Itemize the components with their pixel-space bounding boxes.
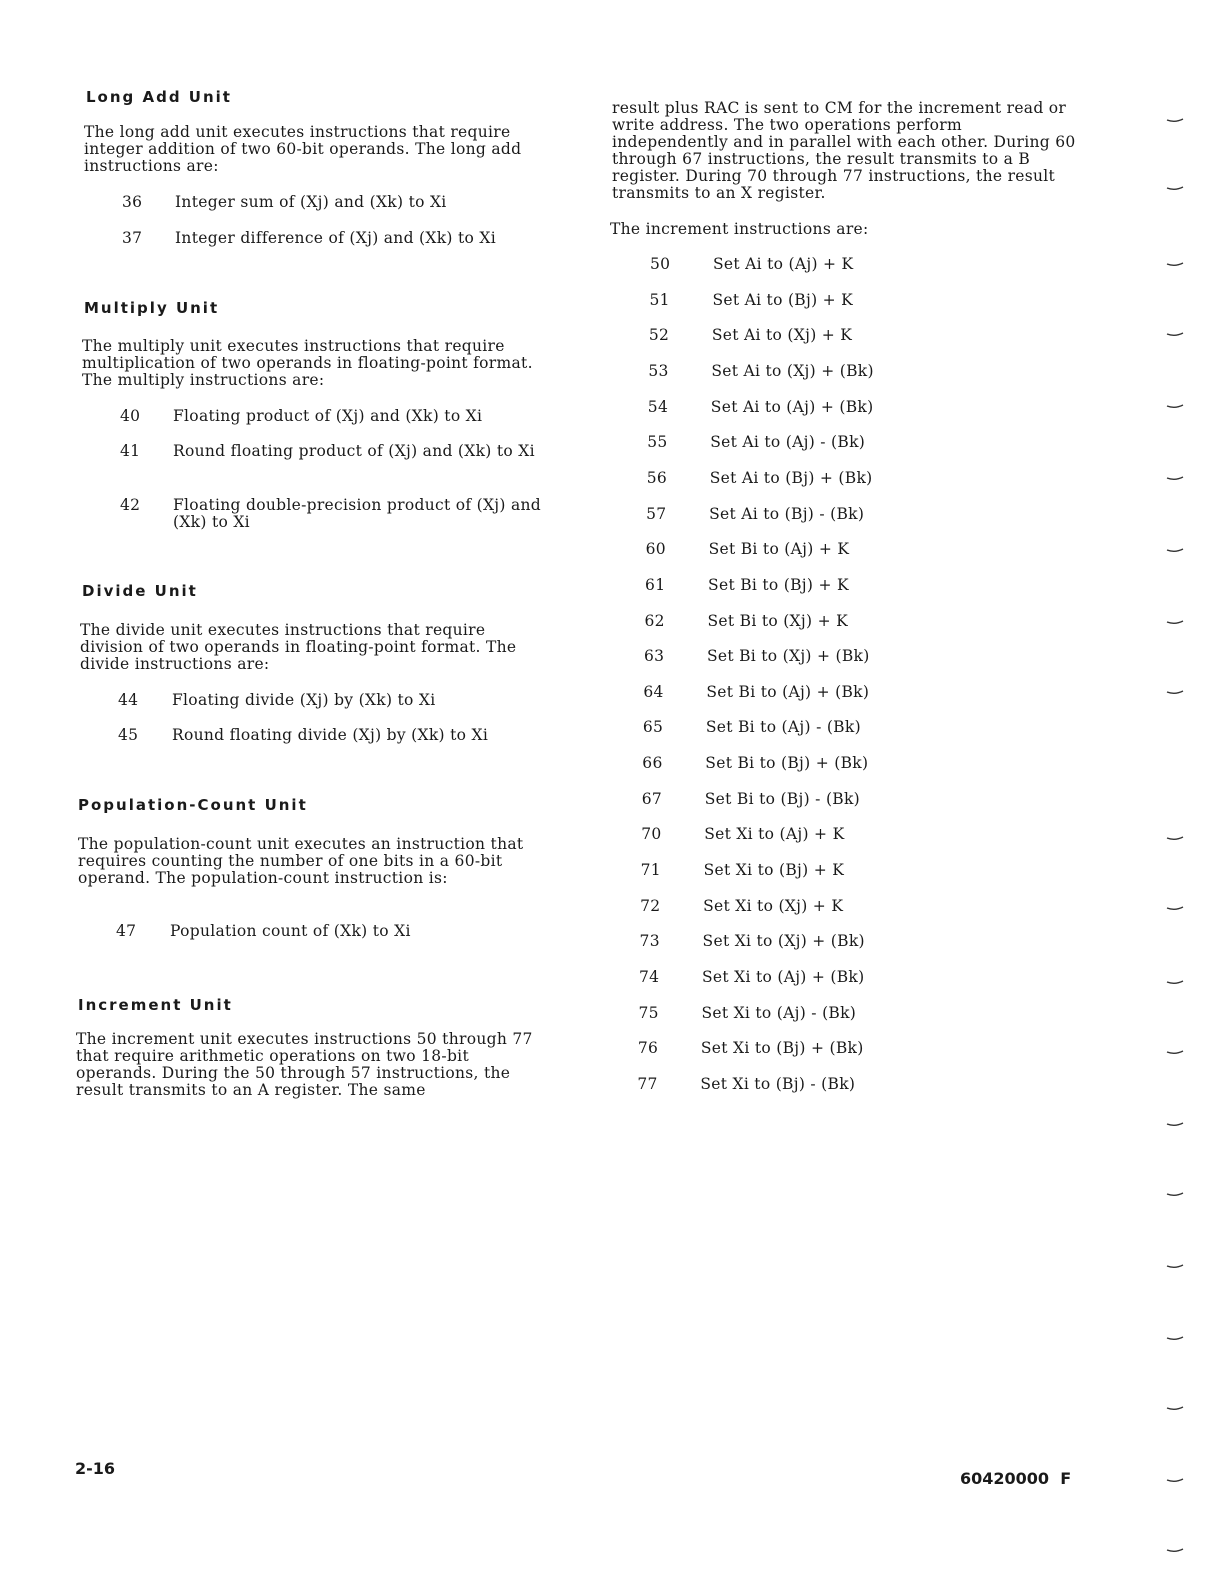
margin-mark [1166,118,1184,124]
instruction-code: 62 [644,611,665,630]
instruction-text: Floating product of (Xj) and (Xk) to Xi [173,407,483,425]
instruction-code: 41 [120,442,141,460]
instruction-code: 42 [120,496,141,514]
instruction-text: Set Bi to (Bj) + K [708,575,849,594]
instruction-code: 45 [118,726,139,744]
margin-mark [1166,476,1184,482]
instruction-text: Set Ai to (Bj) + K [712,290,854,309]
instruction-text: Set Xi to (Aj) - (Bk) [701,1003,857,1022]
divide-heading: Divide Unit [82,582,198,600]
instruction-text: Floating divide (Xj) by (Xk) to Xi [172,691,436,709]
instruction-code: 64 [643,682,664,701]
instruction-text: Integer difference of (Xj) and (Xk) to Xi [175,229,496,247]
margin-mark [1166,980,1184,986]
instruction-text: Set Bi to (Bj) - (Bk) [704,789,861,808]
instruction-text: Set Ai to (Xj) + K [711,326,853,345]
multiply-intro: The multiply unit executes instructions that require multiplication of two operands in floating-point format. The multiply instructions are: [82,337,533,389]
instruction-code: 40 [120,407,141,425]
instruction-text: Set Xi to (Xj) + (Bk) [702,932,865,951]
instruction-code: 56 [646,468,668,487]
instruction-code: 52 [648,326,670,345]
instruction-text: Set Xi to (Bj) + (Bk) [700,1039,864,1058]
instruction-text: Set Bi to (Bj) + (Bk) [705,754,869,773]
instruction-text: Set Xi to (Bj) - (Bk) [700,1074,856,1093]
multiply-heading: Multiply Unit [84,299,220,317]
instruction-code: 66 [642,754,663,773]
instruction-text: Set Ai to (Aj) + K [713,255,854,273]
margin-mark [1166,1406,1184,1412]
instruction-text: Set Ai to (Aj) - (Bk) [710,433,866,452]
instruction-code: 72 [640,896,661,915]
margin-mark [1166,620,1184,626]
instruction-text: Set Bi to (Xj) + K [707,611,848,630]
population-count-intro: The population-count unit executes an instruction that requires counting the number of one bits in a 60-bit operand. The population-count instruction is: [78,835,524,887]
instruction-code: 61 [645,575,666,594]
margin-mark [1166,1478,1184,1484]
increment-list-intro: The increment instructions are: [610,220,869,238]
instruction-code: 63 [643,647,665,666]
margin-mark [1166,1548,1184,1554]
instruction-code: 37 [122,229,143,247]
divide-intro: The divide unit executes instructions that require division of two operands in floating-point format. The divide instructions are: [80,621,517,673]
increment-continuation: result plus RAC is sent to CM for the increment read or write address. The two operations perform independently and in parallel with each other. During 60 through 67 instructions, the result transmits to a B register. During 70 through 77 instructions, the result transmits to an X register. [612,99,1076,202]
margin-mark [1166,1050,1184,1056]
instruction-text: Round floating divide (Xj) by (Xk) to Xi [172,726,489,744]
instruction-code: 76 [637,1039,659,1058]
instruction-text: Set Xi to (Bj) + K [703,861,845,880]
instruction-text: Set Ai to (Bj) - (Bk) [709,504,865,523]
instruction-text: Set Ai to (Aj) + (Bk) [710,397,874,416]
instruction-code: 55 [647,433,668,452]
document-number: 60420000 F [960,1469,1072,1488]
margin-mark [1166,404,1184,410]
instruction-text: Set Xi to (Aj) + K [704,825,845,844]
margin-mark [1166,690,1184,696]
instruction-text: Set Bi to (Aj) + (Bk) [706,682,870,701]
instruction-code: 44 [118,691,139,709]
instruction-code: 36 [122,193,143,211]
instruction-code: 60 [645,540,666,559]
margin-mark [1166,1336,1184,1342]
instruction-code: 71 [640,861,661,880]
instruction-text: Floating double-precision product of (Xj) and (Xk) to Xi [173,496,542,531]
instruction-text: Round floating product of (Xj) and (Xk) to Xi [173,442,535,460]
instruction-code: 57 [646,504,667,523]
increment-intro: The increment unit executes instructions 50 through 77 that require arithmetic operations on two 18-bit operands. During the 50 through 57 instructions, the result transmits to an A register. The same [76,1030,533,1099]
instruction-text: Set Xi to (Xj) + K [703,896,844,915]
instruction-code: 54 [647,397,669,416]
instruction-text: Population count of (Xk) to Xi [170,922,411,940]
instruction-text: Set Ai to (Xj) + (Bk) [711,361,874,380]
long-add-intro: The long add unit executes instructions that require integer addition of two 60-bit operands. The long add instructions are: [84,123,522,175]
margin-mark [1166,1264,1184,1270]
margin-mark [1166,332,1184,338]
instruction-code: 67 [641,789,663,808]
instruction-code: 50 [650,255,671,273]
margin-mark [1166,262,1184,268]
instruction-text: Set Xi to (Aj) + (Bk) [702,968,865,986]
instruction-text: Set Bi to (Aj) - (Bk) [705,718,861,737]
instruction-text: Set Bi to (Aj) + K [708,540,850,559]
instruction-text: Set Ai to (Bj) + (Bk) [709,468,873,487]
increment-heading: Increment Unit [78,996,233,1014]
long-add-heading: Long Add Unit [86,88,232,106]
instruction-text: Integer sum of (Xj) and (Xk) to Xi [175,193,447,211]
page-number: 2-16 [75,1459,116,1478]
instruction-code: 77 [637,1074,658,1093]
margin-mark [1166,186,1184,192]
margin-mark [1166,906,1184,912]
instruction-text: Set Bi to (Xj) + (Bk) [706,647,870,666]
instruction-code: 53 [648,361,669,380]
instruction-code: 74 [639,968,660,986]
instruction-code: 51 [649,290,670,309]
instruction-code: 65 [642,718,664,737]
population-count-heading: Population-Count Unit [78,796,308,814]
instruction-code: 70 [641,825,662,844]
instruction-code: 75 [638,1003,659,1022]
margin-mark [1166,836,1184,842]
margin-mark [1166,1122,1184,1128]
instruction-code: 73 [639,932,660,951]
instruction-code: 47 [116,922,137,940]
margin-mark [1166,548,1184,554]
margin-mark [1166,1192,1184,1198]
